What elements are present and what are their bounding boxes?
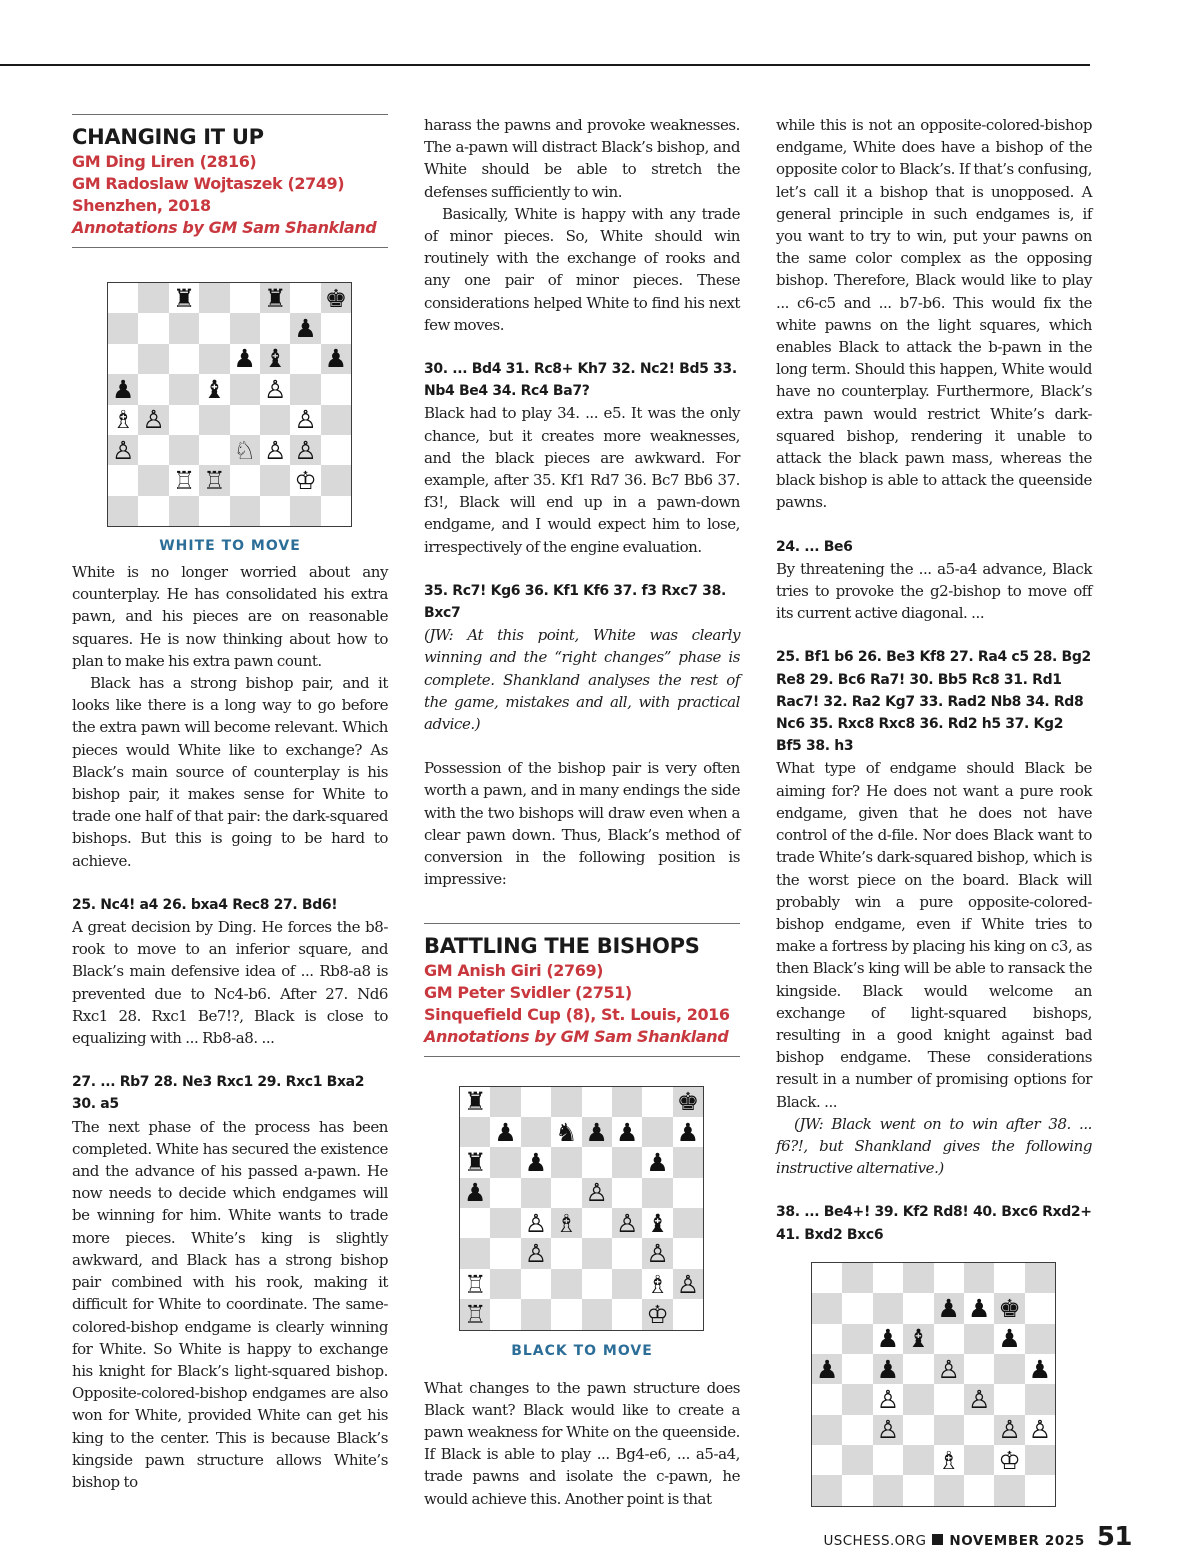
board-square (812, 1415, 842, 1445)
move-list: 24. ... Be6 (776, 538, 853, 555)
black-pawn-icon: ♟ (812, 1354, 842, 1384)
white-pawn-icon: ♙ (934, 1354, 964, 1384)
board-square (551, 1178, 581, 1208)
paragraph: harass the pawns and provoke weaknesses. The a-pawn will distract Black’s bishop, and White should be able to stretch the defenses sufficiently to win. (424, 116, 740, 201)
board-square (321, 374, 351, 404)
board-square (842, 1324, 872, 1354)
board-square (199, 283, 229, 313)
white-knight-icon: ♘ (230, 435, 260, 465)
board-square (490, 1087, 520, 1117)
board-square (169, 435, 199, 465)
white-pawn-icon: ♙ (582, 1178, 612, 1208)
paragraph: The next phase of the process has been completed. White has secured the existence and the advance of his passed a-pawn. He now needs to decide which endgames will be winning for him. White wants to trade more pieces. White’s king is slightly awkward, and Black has a strong bishop pair combined with his rook, making it difficult for White to coordinate. The same-colored-bishop endgame is clearly winning for White. So White is happy to exchange his knight for Black’s light-squared bishop. Opposite-colored-bishop endgames are also won for White, provided White can get his king to the center. This is because Black’s kingside pawn structure allows White’s bishop to (72, 1117, 388, 1491)
board-square (521, 1117, 551, 1147)
black-rook-icon: ♜ (169, 283, 199, 313)
page-footer (823, 1522, 1132, 1552)
white-pawn-icon: ♙ (521, 1208, 551, 1238)
move-list: 25. Nc4! a4 26. bxa4 Rec8 27. Bd6! (72, 896, 338, 913)
board-square (321, 313, 351, 343)
black-bishop-icon: ♝ (260, 344, 290, 374)
board-square (521, 1178, 551, 1208)
white-bishop-icon: ♗ (551, 1208, 581, 1238)
board-square (138, 435, 168, 465)
board-square (903, 1263, 933, 1293)
diagram-2 (424, 1057, 740, 1377)
move-list: 27. ... Rb7 28. Ne3 Rxc1 29. Rxc1 Bxa2 30. a5 (72, 1074, 365, 1113)
board-square (169, 313, 199, 343)
board-square (108, 313, 138, 343)
board-square (199, 435, 229, 465)
board-square (260, 496, 290, 526)
board-square (551, 1147, 581, 1177)
board-square (812, 1445, 842, 1475)
board-square (964, 1263, 994, 1293)
white-pawn-icon: ♙ (260, 374, 290, 404)
board-square (1025, 1445, 1055, 1475)
board-square (1025, 1384, 1055, 1414)
board-square (199, 344, 229, 374)
paragraph: What changes to the pawn structure does Black want? Black would like to create a pawn weakness for White on the queenside. If Black is able to play ... Bg4-e6, ... a5-a4, trade pawns and isolate the c-pawn, he would achieve this. Another point is that (424, 1378, 740, 1508)
board-square (612, 1238, 642, 1268)
diagram-1 (72, 248, 388, 561)
board-square (673, 1238, 703, 1268)
board-square (138, 283, 168, 313)
board-square (490, 1269, 520, 1299)
board-square (490, 1147, 520, 1177)
white-pawn-icon: ♙ (994, 1415, 1024, 1445)
black-pawn-icon: ♟ (612, 1117, 642, 1147)
board-square (321, 435, 351, 465)
board-square (812, 1263, 842, 1293)
board-square (873, 1445, 903, 1475)
white-pawn-icon: ♙ (873, 1415, 903, 1445)
board-square (460, 1117, 490, 1147)
board-square (612, 1299, 642, 1329)
board-square (230, 374, 260, 404)
annotator: Annotations by GM Sam Shankland (72, 218, 377, 237)
move-list: 35. Rc7! Kg6 36. Kf1 Kf6 37. f3 Rxc7 38. Bxc7 (424, 582, 726, 622)
board-square (138, 344, 168, 374)
board-square (169, 496, 199, 526)
black-pawn-icon: ♟ (521, 1147, 551, 1177)
move-list: 38. ... Be4+! 39. Kf2 Rd8! 40. Bxc6 Rxd2+ 41. Bxd2 Bxc6 (776, 1204, 1092, 1243)
black-pawn-icon: ♟ (964, 1293, 994, 1323)
black-pawn-icon: ♟ (108, 374, 138, 404)
board-square (582, 1299, 612, 1329)
board-square (582, 1087, 612, 1117)
board-square (521, 1269, 551, 1299)
white-pawn-icon: ♙ (290, 405, 320, 435)
white-king-icon: ♔ (994, 1445, 1024, 1475)
board-square (842, 1445, 872, 1475)
paragraph: (JW: At this point, White was clearly winning and the “right changes” phase is complete. Shankland analyses the rest of the game, mistakes and all, with practical advice.) (424, 626, 740, 734)
square-separator-icon (932, 1534, 943, 1545)
white-king-icon: ♔ (290, 465, 320, 495)
board-square (964, 1445, 994, 1475)
diagram-caption: WHITE TO MOVE (159, 538, 301, 554)
board-square (673, 1147, 703, 1177)
board-square (842, 1293, 872, 1323)
board-square (230, 465, 260, 495)
issue-date: NOVEMBER 2025 (949, 1533, 1085, 1549)
board-square (903, 1354, 933, 1384)
white-player: GM Anish Giri (2769) (424, 960, 604, 980)
board-square (230, 405, 260, 435)
board-square (260, 313, 290, 343)
black-pawn-icon: ♟ (1025, 1354, 1055, 1384)
board-square (812, 1475, 842, 1505)
board-square (994, 1354, 1024, 1384)
board-square (642, 1178, 672, 1208)
board-square (612, 1269, 642, 1299)
white-pawn-icon: ♙ (612, 1208, 642, 1238)
diagram-caption: BLACK TO MOVE (511, 1342, 653, 1359)
white-rook-icon: ♖ (199, 465, 229, 495)
board-square (842, 1475, 872, 1505)
board-square (812, 1324, 842, 1354)
board-square (964, 1475, 994, 1505)
board-square (994, 1384, 1024, 1414)
board-square (903, 1475, 933, 1505)
chess-board-3 (811, 1262, 1056, 1507)
board-square (903, 1415, 933, 1445)
board-square (290, 496, 320, 526)
board-square (551, 1269, 581, 1299)
black-bishop-icon: ♝ (199, 374, 229, 404)
black-rook-icon: ♜ (260, 283, 290, 313)
game-title: CHANGING IT UP (72, 125, 264, 149)
board-square (460, 1238, 490, 1268)
board-square (964, 1415, 994, 1445)
black-pawn-icon: ♟ (582, 1117, 612, 1147)
black-king-icon: ♚ (994, 1293, 1024, 1323)
black-pawn-icon: ♟ (673, 1117, 703, 1147)
board-square (582, 1269, 612, 1299)
page-number: 51 (1096, 1522, 1132, 1552)
board-square (321, 465, 351, 495)
white-pawn-icon: ♙ (642, 1238, 672, 1268)
paragraph: By threatening the ... a5-a4 advance, Black tries to provoke the g2-bishop to move off its current active diagonal. ... (776, 559, 1092, 623)
board-square (138, 496, 168, 526)
white-rook-icon: ♖ (460, 1269, 490, 1299)
column-1 (72, 114, 388, 1493)
board-square (260, 405, 290, 435)
black-pawn-icon: ♟ (642, 1147, 672, 1177)
top-rule (0, 64, 1090, 66)
black-player: GM Radoslaw Wojtaszek (2749) (72, 174, 345, 193)
board-square (873, 1263, 903, 1293)
board-square (673, 1178, 703, 1208)
board-square (169, 374, 199, 404)
white-pawn-icon: ♙ (108, 435, 138, 465)
board-square (1025, 1324, 1055, 1354)
white-pawn-icon: ♙ (260, 435, 290, 465)
board-square (199, 405, 229, 435)
black-bishop-icon: ♝ (903, 1324, 933, 1354)
black-pawn-icon: ♟ (873, 1324, 903, 1354)
board-square (1025, 1475, 1055, 1505)
paragraph: (JW: Black went on to win after 38. ... f6?!, but Shankland gives the following instructive alternative.) (776, 1114, 1092, 1178)
board-square (812, 1293, 842, 1323)
board-square (642, 1087, 672, 1117)
board-square (582, 1147, 612, 1177)
board-square (230, 496, 260, 526)
board-square (460, 1208, 490, 1238)
black-king-icon: ♚ (673, 1087, 703, 1117)
board-square (673, 1299, 703, 1329)
black-rook-icon: ♜ (460, 1147, 490, 1177)
board-square (934, 1475, 964, 1505)
paragraph: Basically, White is happy with any trade of minor pieces. So, White should win routinely with the exchange of rooks and any one pair of minor pieces. These considerations helped White to find his next few moves. (424, 204, 740, 334)
event: Sinquefield Cup (8), St. Louis, 2016 (424, 1004, 730, 1024)
move-list: 30. ... Bd4 31. Rc8+ Kh7 32. Nc2! Bd5 33. Nb4 Be4 34. Rc4 Ba7? (424, 361, 737, 400)
board-square (138, 465, 168, 495)
board-square (169, 405, 199, 435)
column-3 (776, 114, 1092, 1516)
paragraph: What type of endgame should Black be aiming for? He does not want a pure rook endgame, given that he does not have control of the d-file. Nor does Black want to trade White’s dark-squared bishop, which is the worst piece on the board. Black will probably win a pure opposite-colored-bishop endgame, even if White tries to make a fortress by placing his king on c3, as then Black’s king will be able to ransack the kingside. Black would welcome an exchange of light-squared bishops, resulting in a good knight against bad bishop endgame. These considerations result in a number of promising options for Black. ... (776, 759, 1092, 1111)
paragraph: Possession of the bishop pair is very often worth a pawn, and in many endings the side with the two bishops will draw even when a clear pawn down. Thus, Black’s method of conversion in the following position is impressive: (424, 759, 740, 889)
white-pawn-icon: ♙ (964, 1384, 994, 1414)
board-square (612, 1087, 642, 1117)
white-king-icon: ♔ (642, 1299, 672, 1329)
move-list: 25. Bf1 b6 26. Be3 Kf8 27. Ra4 c5 28. Bg2 Re8 29. Bc6 Ra7! 30. Bb5 Rc8 31. Rd1 Rac7! 32. Ra2 Kg7 33. Rad2 Nb8 34. Rd8 Nc6 35. Rxc8 Rxc8 36. Rd2 h5 37. Kg2 Bf5 38. h3 (776, 649, 1091, 755)
board-square (199, 313, 229, 343)
board-square (612, 1147, 642, 1177)
column-2 (424, 114, 740, 1510)
board-square (290, 344, 320, 374)
board-square (812, 1384, 842, 1414)
board-square (582, 1208, 612, 1238)
black-rook-icon: ♜ (460, 1087, 490, 1117)
board-square (138, 374, 168, 404)
board-square (521, 1299, 551, 1329)
black-knight-icon: ♞ (551, 1117, 581, 1147)
board-square (1025, 1293, 1055, 1323)
board-square (903, 1384, 933, 1414)
event: Shenzhen, 2018 (72, 196, 211, 215)
black-pawn-icon: ♟ (934, 1293, 964, 1323)
board-square (551, 1087, 581, 1117)
black-player: GM Peter Svidler (2751) (424, 982, 632, 1002)
black-pawn-icon: ♟ (321, 344, 351, 374)
board-square (321, 496, 351, 526)
board-square (230, 283, 260, 313)
board-square (169, 344, 199, 374)
diagram-3 (776, 1246, 1092, 1516)
black-pawn-icon: ♟ (873, 1354, 903, 1384)
board-square (490, 1208, 520, 1238)
board-square (934, 1324, 964, 1354)
white-bishop-icon: ♗ (934, 1445, 964, 1475)
board-square (490, 1178, 520, 1208)
board-square (582, 1238, 612, 1268)
board-square (994, 1263, 1024, 1293)
board-square (199, 496, 229, 526)
paragraph: Black had to play 34. ... e5. It was the only chance, but it creates more weaknesses, and the black pieces are awkward. For example, after 35. Kf1 Rd7 36. Bc7 Bb6 37. f3!, Black will end up in a pawn-down endgame, and I would expect him to lose, irrespectively of the engine evaluation. (424, 404, 740, 556)
board-square (290, 283, 320, 313)
white-pawn-icon: ♙ (138, 405, 168, 435)
white-rook-icon: ♖ (169, 465, 199, 495)
paragraph: Black has a strong bishop pair, and it looks like there is a long way to go before the extra pawn will become relevant. Which pieces would White like to exchange? As Black’s main source of counterplay is his bishop pair, it makes sense for White to trade one half of that pair: the dark-squared bishops. But this is going to be hard to achieve. (72, 674, 388, 870)
white-pawn-icon: ♙ (1025, 1415, 1055, 1445)
board-square (108, 344, 138, 374)
board-square (934, 1263, 964, 1293)
paragraph: while this is not an opposite-colored-bishop endgame, White does have a bishop of the opposite color to Black’s. If that’s confusing, let’s call it a bishop that is unopposed. A general principle in such endgames is, if you want to try to win, put your pawns on the same color complex as the opposing bishop. Therefore, Black would like to play ... c6-c5 and ... b7-b6. This would fix the white pawns on the light squares, which enables Black to attack the b-pawn in the long term. Should this happen, White would have no counterplay. Furthermore, Black’s extra pawn would restrict White’s dark-squared bishop, rendering it unable to attack the black pawn mass, whereas the black bishop is able to attack the queenside pawns. (776, 116, 1092, 512)
board-square (934, 1384, 964, 1414)
board-square (138, 313, 168, 343)
annotator: Annotations by GM Sam Shankland (424, 1026, 729, 1046)
black-pawn-icon: ♟ (290, 313, 320, 343)
white-rook-icon: ♖ (460, 1299, 490, 1329)
board-square (260, 465, 290, 495)
board-square (842, 1384, 872, 1414)
board-square (290, 374, 320, 404)
black-bishop-icon: ♝ (642, 1208, 672, 1238)
white-bishop-icon: ♗ (108, 405, 138, 435)
board-square (842, 1415, 872, 1445)
white-player: GM Ding Liren (2816) (72, 152, 257, 171)
white-pawn-icon: ♙ (873, 1384, 903, 1414)
board-square (934, 1415, 964, 1445)
black-pawn-icon: ♟ (994, 1324, 1024, 1354)
board-square (964, 1354, 994, 1384)
black-king-icon: ♚ (321, 283, 351, 313)
white-pawn-icon: ♙ (673, 1269, 703, 1299)
paragraph: White is no longer worried about any counterplay. He has consolidated his extra pawn, and his pieces are on reasonable squares. He is now thinking about how to plan to make his extra pawn count. (72, 563, 388, 670)
board-square (108, 465, 138, 495)
board-square (842, 1263, 872, 1293)
board-square (1025, 1263, 1055, 1293)
white-pawn-icon: ♙ (290, 435, 320, 465)
site-name: USCHESS.ORG (823, 1533, 927, 1549)
board-square (108, 283, 138, 313)
black-pawn-icon: ♟ (490, 1117, 520, 1147)
board-square (551, 1299, 581, 1329)
black-pawn-icon: ♟ (230, 344, 260, 374)
board-square (551, 1238, 581, 1268)
board-square (903, 1445, 933, 1475)
board-square (642, 1117, 672, 1147)
board-square (873, 1475, 903, 1505)
black-pawn-icon: ♟ (460, 1178, 490, 1208)
board-square (612, 1178, 642, 1208)
board-square (673, 1208, 703, 1238)
board-square (964, 1324, 994, 1354)
board-square (994, 1475, 1024, 1505)
board-square (321, 405, 351, 435)
board-square (490, 1299, 520, 1329)
board-square (521, 1087, 551, 1117)
board-square (108, 496, 138, 526)
game-header-1 (72, 114, 388, 248)
board-square (903, 1293, 933, 1323)
game-header-2 (424, 923, 740, 1057)
white-bishop-icon: ♗ (642, 1269, 672, 1299)
board-square (842, 1354, 872, 1384)
game-title: BATTLING THE BISHOPS (424, 933, 700, 958)
board-square (490, 1238, 520, 1268)
paragraph: A great decision by Ding. He forces the b8-rook to move to an inferior square, and Black’s main defensive idea of ... Rb8-a8 is prevented due to Nc4-b6. After 27. Nd6 Rxc1 28. Rxc1 Be7!?, Black is close to equalizing with ... Rb8-a8. ... (72, 918, 388, 1048)
board-square (873, 1293, 903, 1323)
chess-board-2 (459, 1086, 704, 1331)
chess-board-1 (107, 282, 352, 527)
board-square (230, 313, 260, 343)
white-pawn-icon: ♙ (521, 1238, 551, 1268)
